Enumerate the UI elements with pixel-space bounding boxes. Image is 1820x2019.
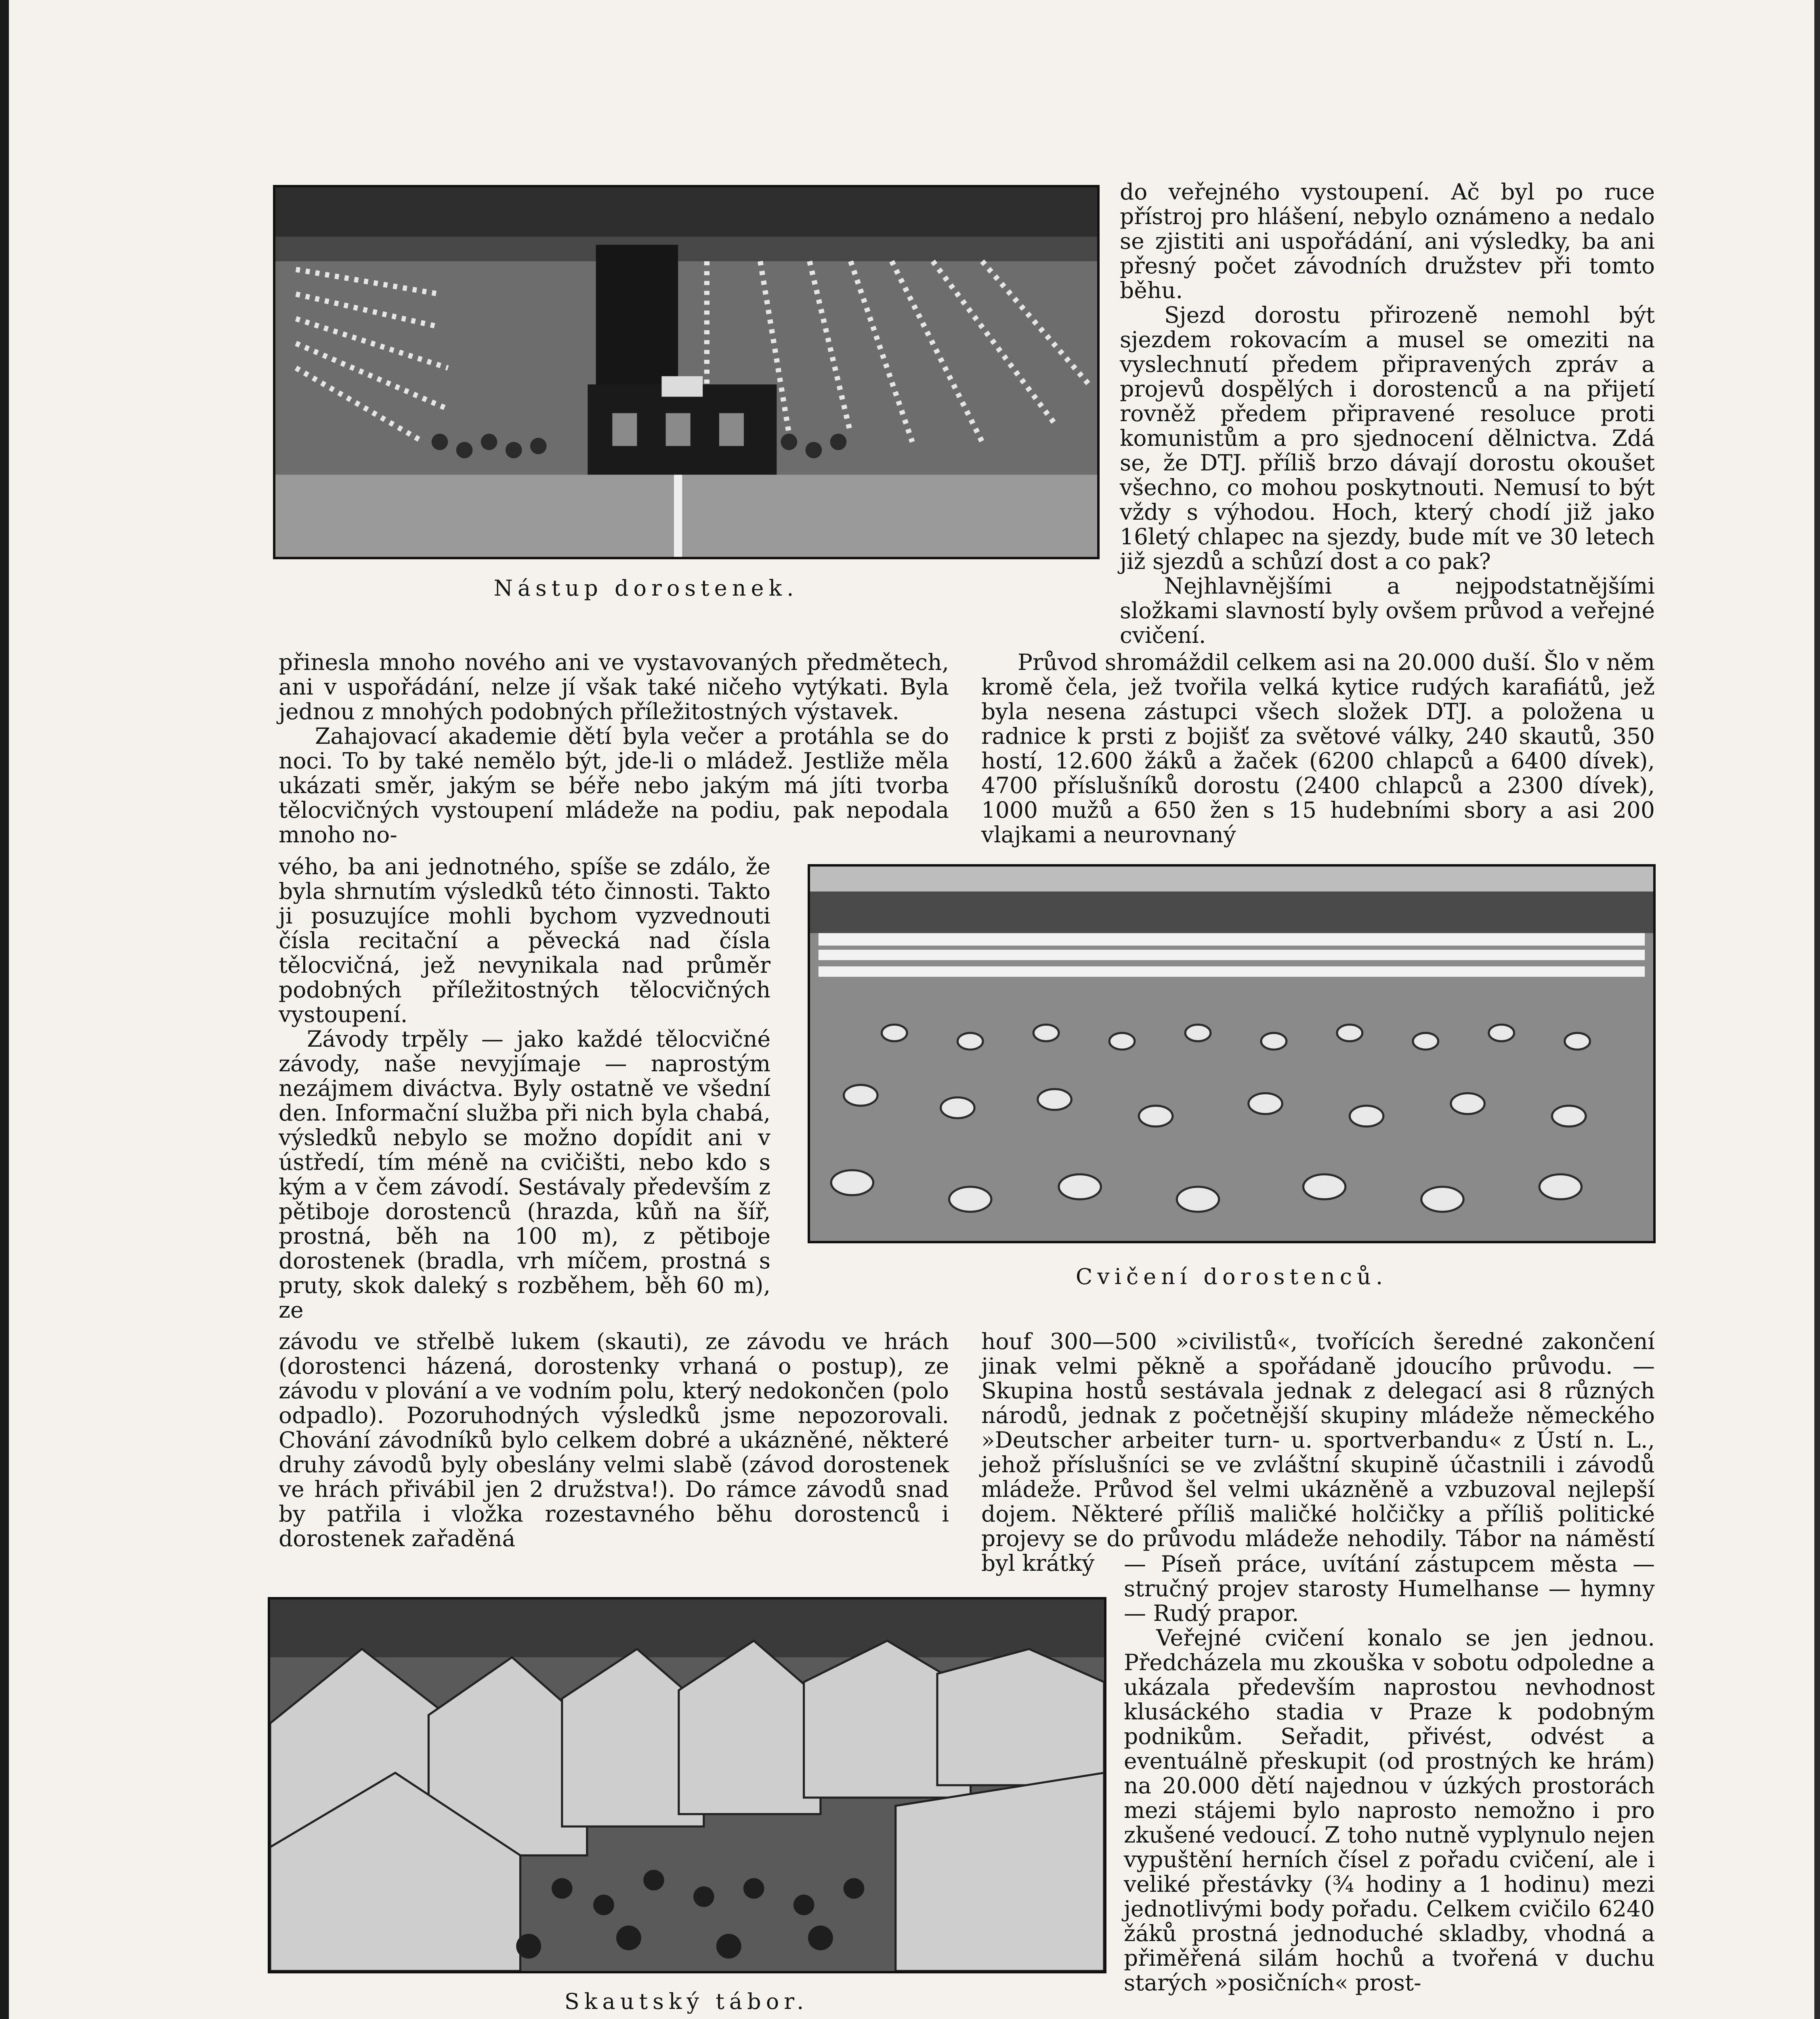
text-column-right-narrow — [1124, 1552, 1655, 1995]
text-column-right-top — [1120, 180, 1655, 648]
paragraph: Nejhlavnějšími a nejpodstatnějšími složkami slavností byly ovšem průvod a veřejné cvičení. — [1120, 573, 1655, 648]
paragraph: Zahajovací akademie dětí byla večer a protáhla se do noci. To by také nemělo být, jde-li o mládež. Jestliže měla ukázati směr, jakým se béře nebo jakým má jíti tvorba tělocvičných vystoupení mládeže na podiu, pak nepodala mnoho no- — [279, 723, 949, 848]
text-column-left-narrow — [279, 854, 770, 1322]
text-column-left-top — [279, 650, 949, 847]
scan-border-left — [0, 0, 9, 2019]
text-column-left-bottom — [279, 1329, 949, 1551]
paragraph: Sjezd dorostu přirozeně nemohl být sjezdem rokovacím a musel se omeziti na vyslechnutí předem připravených zpráv a projevů dospělých i dorostenců a na přijetí rovněž předem připravené resoluce proti komunistům a pro sjednocení dělnictva. Zdá se, že DTJ. příliš brzo dávají dorostu okoušet všechno, co mohou poskytnouti. Nemusí to být vždy s výhodou. Hoch, který chodí již jako 16letý chlapec na sjezdy, bude mít ve 30 letech již sjezdů a schůzí dost a co pak? — [1120, 302, 1655, 574]
paragraph: houf 300—500 »civilistů«, tvořících šeredné zakončení jinak velmi pěkně a spořádaně jdoucího průvodu. — Skupina hostů sestávala jednak z delegací asi 8 různých národů, jednak z početnější skupiny mládeže německého »Deutscher arbeiter turn- u. sportverbandu« z Ústí n. L., jehož příslušníci se ve zvláštní skupině účastnili i závodů mládeže. Průvod šel velmi ukázněně a vzbuzoval nejlepší dojem. Některé příliš maličké holčičky a příliš politické projevy se do průvodu mládeže nehodily. Tábor na náměstí byl krátký — [981, 1329, 1655, 1576]
paragraph: Průvod shromáždil celkem asi na 20.000 duší. Šlo v něm kromě čela, jež tvořila velká kytice rudých karafiátů, jež byla nesena zástupci všech složek DTJ. a položena u radnice k prsti z bojišť za světové války, 240 skautů, 350 hostí, 12.600 žáků a žaček (6200 chlapců a 6400 dívek), 4700 příslušníků dorostu (2400 chlapců a 2300 dívek), 1000 mužů a 650 žen s 15 hudebními sbory a asi 200 vlajkami a neurovnaný — [981, 649, 1655, 848]
photo-skautsky — [268, 1597, 1106, 1973]
paragraph: Závody trpěly — jako každé tělocvičné závody, naše nevyjímaje — naprostým nezájmem diváctva. Byly ostatně ve všední den. Informační služba při nich byla chabá, výsledků nebylo se možno dopídit ani v ústředí, tím méně na cvičišti, nebo kdo s kým a v čem závodí. Sestávaly především z pětiboje dorostenců (hrazda, kůň na šíř, prostná, běh na 100 m), z pětiboje dorostenek (bradla, vrh míčem, prostná s pruty, skok daleký s rozběhem, běh 60 m), ze — [279, 1026, 770, 1323]
photo-cviceni — [808, 864, 1656, 1243]
caption-cviceni: Cvičení dorostenců. — [1075, 1264, 1388, 1289]
caption-nastup: Nástup dorostenek. — [493, 575, 799, 601]
paragraph: — Píseň práce, uvítání zástupcem města — stručný projev starosty Humelhanse — hymny — Rudý prapor. — [1124, 1551, 1655, 1626]
text-column-right-mid — [981, 1329, 1655, 1576]
paragraph: přinesla mnoho nového ani ve vystavovaných předmětech, ani v uspořádání, nelze jí však také ničeho vytýkati. Byla jednou z mnohých podobných příležitostných výstavek. — [279, 649, 949, 724]
paragraph: Veřejné cvičení konalo se jen jednou. Předcházela mu zkouška v sobotu odpoledne a ukázala především naprostou nevhodnost klusáckého stadia v Praze k podobným podnikům. Seřadit, přivést, odvést a eventuálně přeskupit (od prostných ke hrám) na 20.000 dětí najednou v úzkých prostorách mezi stájemi bylo naprosto nemožno i pro zkušené vedoucí. Z toho nutně vyplynulo nejen vypuštění herních čísel z pořadu cvičení, ale i veliké přestávky (¾ hodiny a 1 hodinu) mezi jednotlivými body pořadu. Celkem cvičilo 6240 žáků prostná jednoduché skladby, vhodná a přiměřená silám hochů a tvořená v duchu starých »posičních« prost- — [1124, 1625, 1655, 1996]
photo-nastup — [273, 185, 1100, 559]
text-column-right-pruvod — [981, 650, 1655, 847]
paragraph: do veřejného vystoupení. Ač byl po ruce přístroj pro hlášení, nebylo oznámeno a nedalo se zjistiti ani uspořádání, ani výsledky, ba ani přesný počet závodních družstev při tomto běhu. — [1120, 179, 1655, 303]
paragraph: vého, ba ani jednotného, spíše se zdálo, že byla shrnutím výsledků této činnosti. Takto ji posuzujíce mohli bychom vyzvednouti čísla recitační a pěvecká nad čísla tělocvičná, jež nevynikala nad průměr podobných příležitostných tělocvičných vystoupení. — [279, 854, 770, 1027]
scan-border-right — [1814, 0, 1820, 2019]
caption-skautsky: Skautský tábor. — [564, 1989, 809, 2014]
paragraph: závodu ve střelbě lukem (skauti), ze závodu ve hrách (dorostenci házená, dorostenky vrhaná o postup), ze závodu v plování a ve vodním polu, který nedokončen (polo odpadlo). Pozoruhodných výsledků jsme nepozorovali. Chování závodníků bylo celkem dobré a ukázněné, některé druhy závodů byly obeslány velmi slabě (závod dorostenek ve hrách přivábil jen 2 družstva!). Do rámce závodů snad by patřila i vložka rozestavného běhu dorostenců i dorostenek zařaděná — [279, 1329, 949, 1551]
